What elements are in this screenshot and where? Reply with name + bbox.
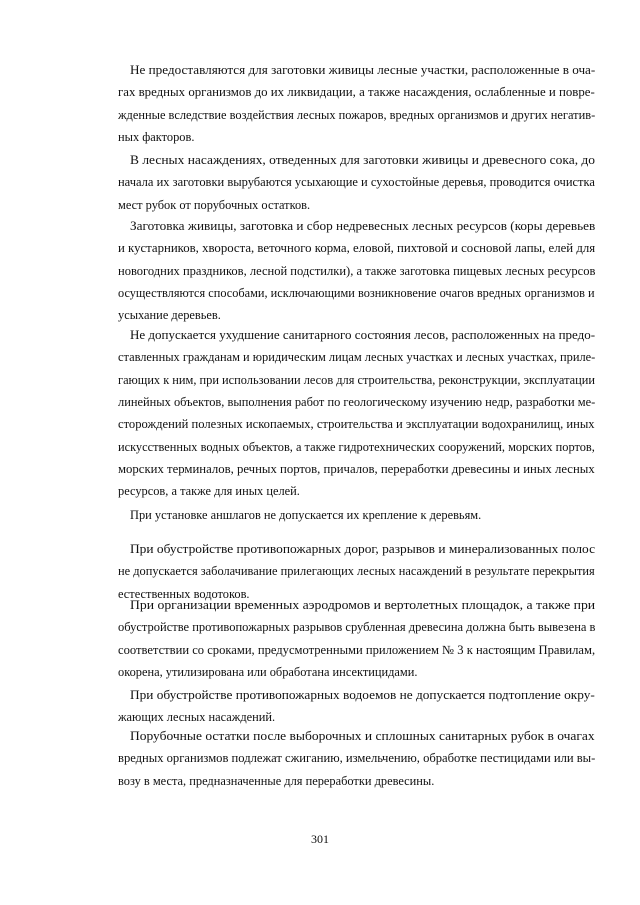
text-line: При обустройстве противопожарных водоемов не допускается подтопление окру- (130, 688, 595, 702)
text-line: и кустарников, хвороста, веточного корма, еловой, пихтовой и сосновой лапы, елей для (118, 241, 596, 256)
text-line: ставленных гражданам и юридическим лицам лесных участках и лесных участках, приле- (118, 350, 596, 365)
text-line: мест рубок от порубочных остатков. (118, 197, 311, 212)
text-line: Не предоставляются для заготовки живицы лесные участки, расположенные в оча- (130, 63, 596, 77)
text-line: искусственных водных объектов, а также гидротехнических сооружений, морских портов, (118, 439, 595, 454)
text-line: обустройстве противопожарных разрывов срубленная древесина должна быть вывезена в (118, 620, 596, 635)
text-line: ных факторов. (118, 129, 195, 144)
text-line: новогодних праздников, лесной подстилки), а также заготовка пищевых лесных ресурсов (118, 263, 596, 278)
text-line: При установке аншлагов не допускается их крепление к деревьям. (130, 508, 482, 522)
text-line: возу в места, предназначенные для переработки древесины. (118, 773, 435, 788)
text-line: не допускается заболачивание прилегающих лесных насаждений в результате перекрытия (118, 564, 595, 579)
text-line: жденные вследствие воздействия лесных пожаров, вредных организмов и других негатив- (118, 107, 596, 122)
text-line: гах вредных организмов до их ликвидации, а также насаждения, ослабленные и повре- (118, 85, 595, 100)
text-line: В лесных насаждениях, отведенных для заготовки живицы и древесного сока, до (130, 153, 596, 167)
text-line: линейных объектов, выполнения работ по геологическому изучению недр, разработки ме- (118, 394, 596, 409)
text-line: усыхание деревьев. (118, 308, 221, 323)
text-line: Заготовка живицы, заготовка и сбор недревесных лесных ресурсов (коры деревьев (130, 219, 596, 233)
text-line: Не допускается ухудшение санитарного состояния лесов, расположенных на предо- (130, 328, 596, 342)
text-line: гающих к ним, при использовании лесов для строительства, реконструкции, эксплуатации (118, 372, 595, 387)
text-line: жающих лесных насаждений. (118, 710, 276, 725)
text-line: морских терминалов, речных портов, причалов, переработки древесины и иных лесных (118, 461, 595, 476)
text-line: При обустройстве противопожарных дорог, разрывов и минерализованных полос (130, 542, 596, 556)
text-line: соответствии со сроками, предусмотренными приложением № 3 к настоящим Правилам, (118, 642, 596, 657)
text-line: окорена, утилизирована или обработана инсектицидами. (118, 664, 418, 679)
page-number: 301 (311, 832, 329, 846)
text-line: начала их заготовки вырубаются усыхающие и сухостойные деревья, проводится очистка (118, 175, 595, 190)
text-line: осуществляются способами, исключающими возникновение очагов вредных организмов и (118, 285, 595, 300)
text-line: сторождений полезных ископаемых, строительства и эксплуатации водохранилищ, иных (118, 417, 595, 432)
text-line: вредных организмов подлежат сжиганию, измельчению, обработке пестицидами или вы- (118, 751, 596, 766)
text-line: естественных водотоков. (118, 586, 250, 601)
text-line: ресурсов, а также для иных целей. (118, 484, 300, 499)
text-line: Порубочные остатки после выборочных и сплошных санитарных рубок в очагах (130, 729, 595, 743)
text-line: При организации временных аэродромов и вертолетных площадок, а также при (130, 598, 596, 612)
